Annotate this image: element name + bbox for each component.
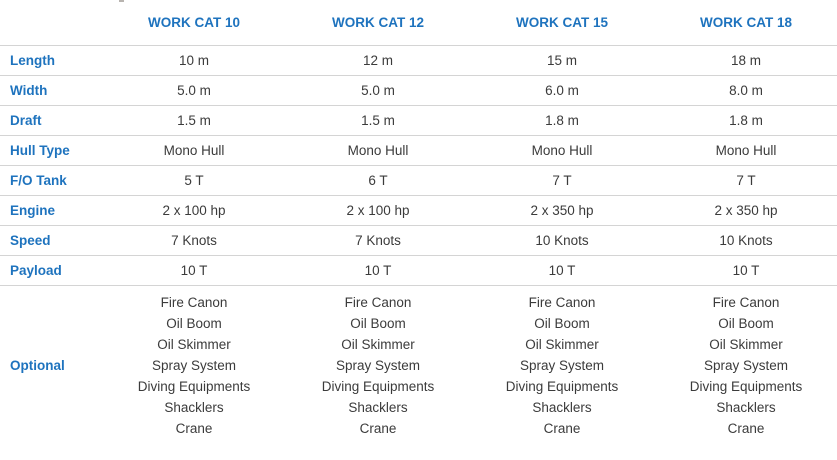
row-label-length: Length xyxy=(0,45,102,75)
column-header-work-cat-18: WORK CAT 18 xyxy=(699,14,792,30)
cell-value: 6.0 m xyxy=(470,75,654,105)
cell-value: 6 T xyxy=(286,165,470,195)
row-label-width: Width xyxy=(0,75,102,105)
cell-value: 2 x 100 hp xyxy=(102,195,286,225)
optional-item: Crane xyxy=(175,420,213,436)
column-header-work-cat-15: WORK CAT 15 xyxy=(515,14,608,30)
cell-value: 10 Knots xyxy=(654,225,837,255)
cell-value: 10 Knots xyxy=(470,225,654,255)
cell-value: 7 Knots xyxy=(286,225,470,255)
cell-value: 15 m xyxy=(470,45,654,75)
cell-value: 2 x 350 hp xyxy=(654,195,837,225)
optional-item: Oil Boom xyxy=(350,315,406,331)
optional-item: Shacklers xyxy=(532,399,592,415)
cell-value: 7 Knots xyxy=(102,225,286,255)
table-row-payload xyxy=(0,255,837,285)
cell-value: Mono Hull xyxy=(470,135,654,165)
row-label-fo-tank: F/O Tank xyxy=(0,165,102,195)
optional-items-work-cat-10 xyxy=(102,285,286,447)
cell-value: 1.5 m xyxy=(286,105,470,135)
optional-item: Fire Canon xyxy=(712,294,780,310)
row-label-draft: Draft xyxy=(0,105,102,135)
cell-value: 7 T xyxy=(654,165,837,195)
optional-item: Oil Skimmer xyxy=(341,336,415,352)
optional-item: Diving Equipments xyxy=(505,378,619,394)
table-row-fo-tank xyxy=(0,165,837,195)
corner-cell xyxy=(0,0,102,45)
optional-items-work-cat-12 xyxy=(286,285,470,447)
optional-item: Shacklers xyxy=(164,399,224,415)
cell-value: 10 m xyxy=(102,45,286,75)
cell-value: 5.0 m xyxy=(286,75,470,105)
row-label-optional: Optional xyxy=(0,285,102,447)
table-row-hull-type xyxy=(0,135,837,165)
optional-item: Oil Boom xyxy=(166,315,222,331)
screen-edge-artifact xyxy=(119,0,124,2)
optional-item: Oil Skimmer xyxy=(709,336,783,352)
optional-item: Spray System xyxy=(519,357,605,373)
cell-value: 1.8 m xyxy=(470,105,654,135)
optional-item: Oil Boom xyxy=(534,315,590,331)
cell-value: 12 m xyxy=(286,45,470,75)
cell-value: 2 x 350 hp xyxy=(470,195,654,225)
optional-item: Spray System xyxy=(335,357,421,373)
table-row-length xyxy=(0,45,837,75)
column-header-work-cat-12: WORK CAT 12 xyxy=(331,14,424,30)
cell-value: 1.5 m xyxy=(102,105,286,135)
cell-value: Mono Hull xyxy=(654,135,837,165)
optional-items-work-cat-15 xyxy=(470,285,654,447)
optional-item: Diving Equipments xyxy=(321,378,435,394)
cell-value: 5.0 m xyxy=(102,75,286,105)
optional-item: Crane xyxy=(727,420,765,436)
table-body xyxy=(0,45,837,447)
optional-item: Fire Canon xyxy=(344,294,412,310)
cell-value: Mono Hull xyxy=(286,135,470,165)
cell-value: 10 T xyxy=(286,255,470,285)
table-header xyxy=(0,0,837,45)
cell-value: Mono Hull xyxy=(102,135,286,165)
header-row xyxy=(0,0,837,45)
table-row-width xyxy=(0,75,837,105)
row-label-payload: Payload xyxy=(0,255,102,285)
column-header-work-cat-10: WORK CAT 10 xyxy=(147,14,240,30)
table-row-engine xyxy=(0,195,837,225)
cell-value: 1.8 m xyxy=(654,105,837,135)
row-label-speed: Speed xyxy=(0,225,102,255)
optional-item: Spray System xyxy=(703,357,789,373)
cell-value: 2 x 100 hp xyxy=(286,195,470,225)
cell-value: 10 T xyxy=(102,255,286,285)
optional-items-work-cat-18 xyxy=(654,285,837,447)
cell-value: 5 T xyxy=(102,165,286,195)
optional-item: Crane xyxy=(543,420,581,436)
optional-item: Oil Boom xyxy=(718,315,774,331)
optional-item: Oil Skimmer xyxy=(157,336,231,352)
table-row-speed xyxy=(0,225,837,255)
table-row-draft xyxy=(0,105,837,135)
cell-value: 8.0 m xyxy=(654,75,837,105)
cell-value: 7 T xyxy=(470,165,654,195)
cell-value: 18 m xyxy=(654,45,837,75)
table-row-optional xyxy=(0,285,837,447)
optional-item: Shacklers xyxy=(348,399,408,415)
optional-item: Fire Canon xyxy=(528,294,596,310)
row-label-engine: Engine xyxy=(0,195,102,225)
optional-item: Diving Equipments xyxy=(689,378,803,394)
row-label-hull-type: Hull Type xyxy=(0,135,102,165)
cell-value: 10 T xyxy=(470,255,654,285)
optional-item: Crane xyxy=(359,420,397,436)
optional-item: Oil Skimmer xyxy=(525,336,599,352)
optional-item: Shacklers xyxy=(716,399,776,415)
optional-item: Fire Canon xyxy=(160,294,228,310)
optional-item: Diving Equipments xyxy=(137,378,251,394)
optional-item: Spray System xyxy=(151,357,237,373)
cell-value: 10 T xyxy=(654,255,837,285)
